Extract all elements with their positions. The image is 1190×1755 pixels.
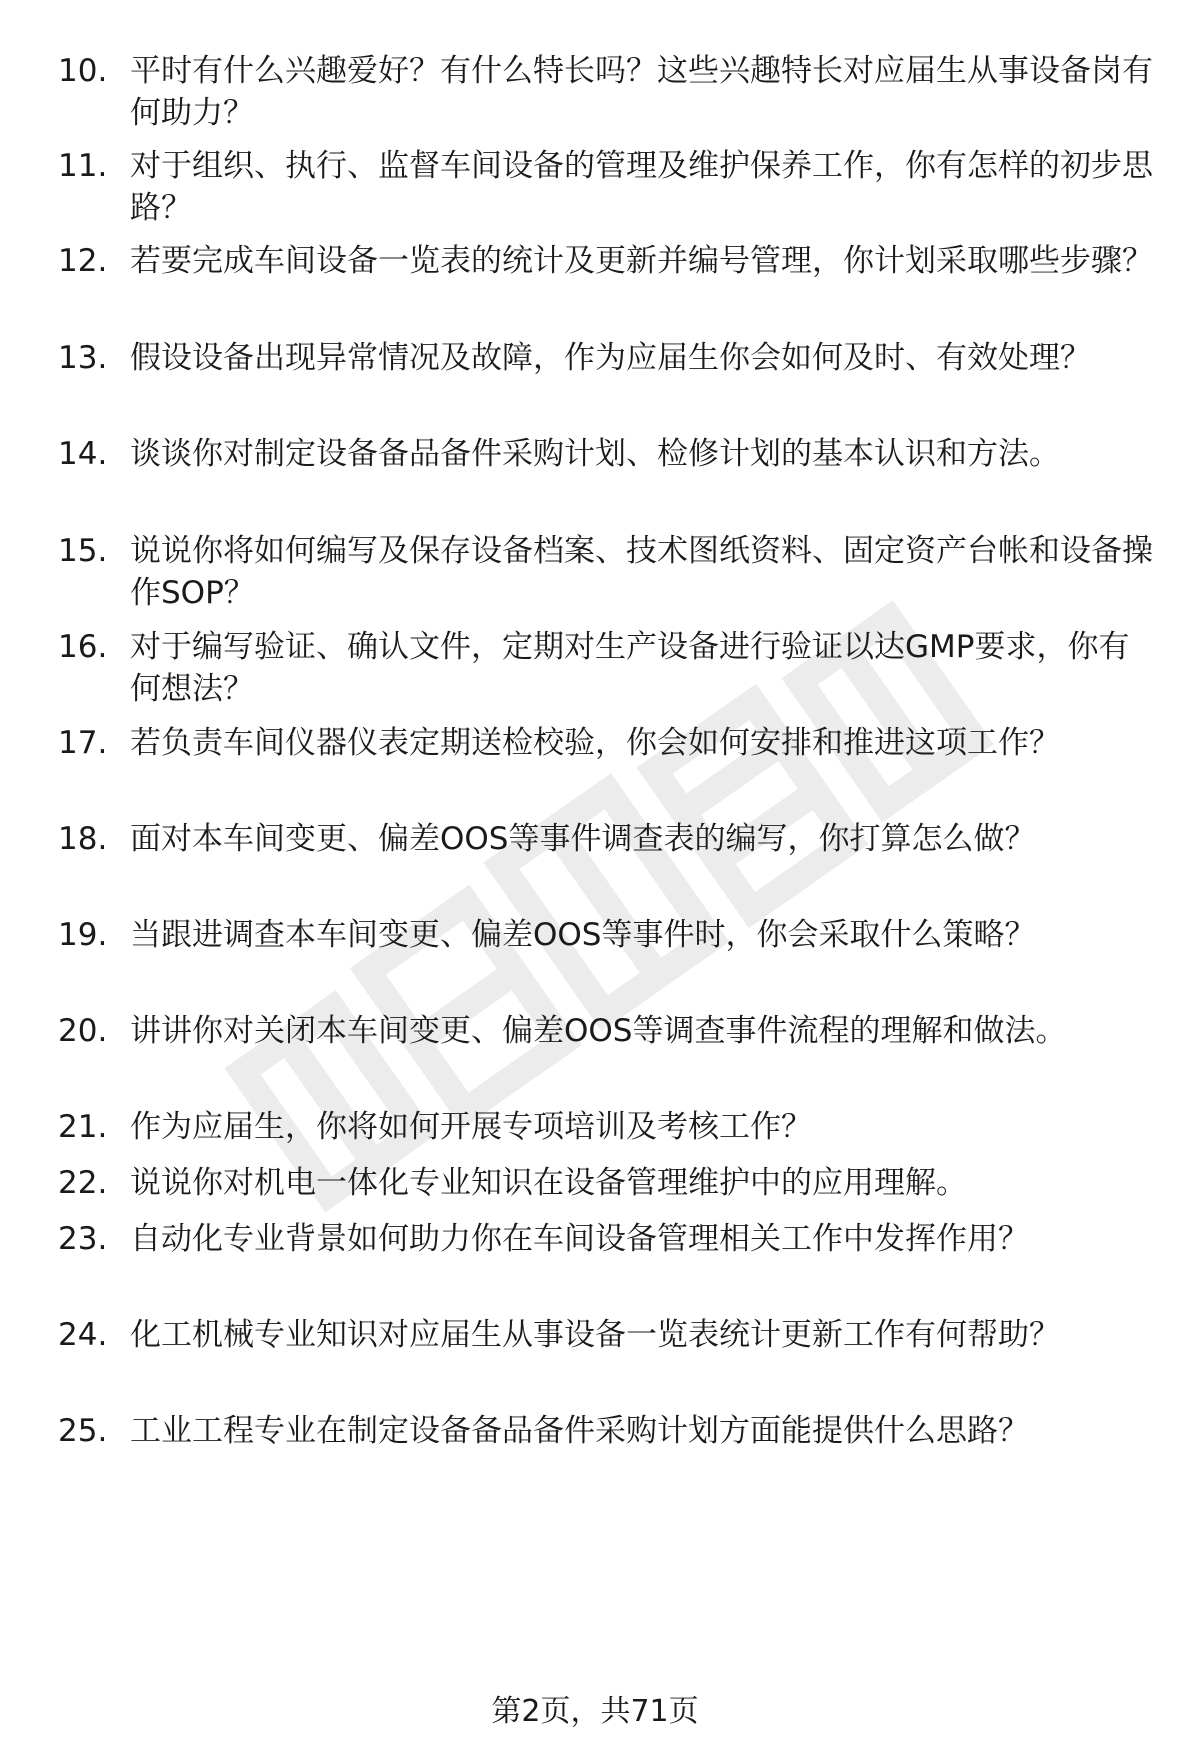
question-text: 自动化专业背景如何助力你在车间设备管理相关工作中发挥作用？	[130, 1221, 1029, 1257]
question-number: 17.	[58, 725, 108, 761]
question-number: 25.	[58, 1413, 108, 1449]
question-number: 19.	[58, 917, 108, 953]
question-number: 16.	[58, 629, 108, 665]
question-text: 假设设备出现异常情况及故障，作为应届生你会如何及时、有效处理？	[130, 340, 1091, 376]
question-number: 23.	[58, 1221, 108, 1257]
question-text: 化工机械专业知识对应届生从事设备一览表统计更新工作有何帮助？	[130, 1317, 1060, 1353]
question-number: 24.	[58, 1317, 108, 1353]
question-text: 工业工程专业在制定设备备品备件采购计划方面能提供什么思路？	[130, 1413, 1029, 1449]
question-text: 谈谈你对制定设备备品备件采购计划、检修计划的基本认识和方法。	[130, 436, 1060, 472]
question-number: 10.	[58, 53, 108, 89]
question-number: 13.	[58, 340, 108, 376]
question-number: 12.	[58, 243, 108, 279]
question-text: 当跟进调查本车间变更、偏差OOS等事件时，你会采取什么策略？	[130, 917, 1036, 953]
question-text: 对于编写验证、确认文件，定期对生产设备进行验证以达GMP要求，你有何想法？	[130, 629, 1130, 707]
question-number: 15.	[58, 533, 108, 569]
question-text: 说说你将如何编写及保存设备档案、技术图纸资料、固定资产台帐和设备操作SOP？	[130, 533, 1153, 611]
question-number: 22.	[58, 1165, 108, 1201]
question-text: 对于组织、执行、监督车间设备的管理及维护保养工作，你有怎样的初步思路？	[130, 148, 1153, 226]
question-text: 平时有什么兴趣爱好？有什么特长吗？这些兴趣特长对应届生从事设备岗有何助力？	[130, 53, 1153, 131]
question-text: 作为应届生，你将如何开展专项培训及考核工作？	[130, 1109, 812, 1145]
question-number: 14.	[58, 436, 108, 472]
question-number: 20.	[58, 1013, 108, 1049]
question-text: 讲讲你对关闭本车间变更、偏差OOS等调查事件流程的理解和做法。	[130, 1013, 1067, 1049]
page-footer: 第2页，共71页	[491, 1694, 699, 1729]
question-text: 面对本车间变更、偏差OOS等事件调查表的编写，你打算怎么做？	[130, 821, 1036, 857]
question-number: 11.	[58, 148, 108, 184]
question-number: 21.	[58, 1109, 108, 1145]
question-number: 18.	[58, 821, 108, 857]
question-text: 若要完成车间设备一览表的统计及更新并编号管理，你计划采取哪些步骤？	[130, 243, 1153, 279]
question-text: 说说你对机电一体化专业知识在设备管理维护中的应用理解。	[130, 1165, 967, 1201]
question-text: 若负责车间仪器仪表定期送检校验，你会如何安排和推进这项工作？	[130, 725, 1060, 761]
